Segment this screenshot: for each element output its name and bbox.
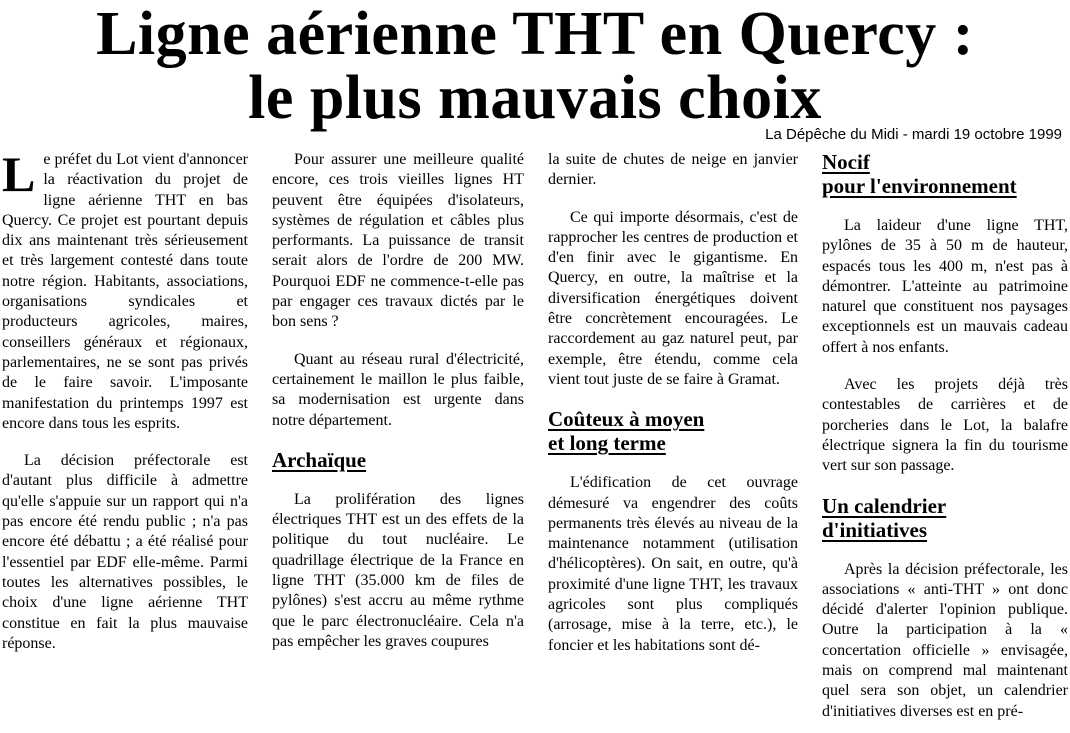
paragraph: Avec les projets déjà très contestables de carrières et de porcheries dans le Lot, la balafre électrique signera la fin du tourisme vert sur son passage. [822, 376, 1068, 475]
paragraph: Après la décision préfectorale, les associations « anti-THT » ont donc décidé d'alerter l'opinion publique. Outre la participation à la « concertation officielle » envisagée, mais on comprend mal maintenant quel sera son objet, un calendrier d'initiatives diverses est en pré- [822, 560, 1068, 720]
subheading-line: pour l'environnement [822, 174, 1017, 198]
subheading-nocif [822, 150, 1068, 198]
column-4 [822, 150, 1068, 733]
headline [0, 0, 1070, 130]
paragraph-text: e préfet du Lot vient d'annoncer la réactivation du projet de ligne aérienne THT en bas Quercy. Ce projet est pourtant depuis dix ans maintenant très sérieusement et très largement contesté dans toute notre région. Habitants, associations, organisations syndicales et producteurs agricoles, maires, conseillers généraux et régionaux, parlementaires, ne se sont pas privés de le faire savoir. L'imposante manifestation du printemps 1997 est encore dans tous les esprits. [2, 151, 248, 432]
column-1 [2, 150, 248, 733]
paragraph: L'édification de cet ouvrage démesuré va engendrer des coûts permanents très élevés au niveau de la maintenance notamment (utilisation d'hélicoptères). On sait, en outre, qu'à proximité d'une ligne THT, les travaux agricoles sont plus compliqués (arrosage, mise à la terre, etc.), le foncier et les habitations sont dé- [548, 474, 798, 654]
subheading-line: Nocif [822, 150, 870, 174]
paragraph [2, 150, 248, 434]
subheading-calendrier [822, 494, 1068, 542]
subheading-line: d'initiatives [822, 517, 928, 542]
paragraph: La laideur d'une ligne THT, pylônes de 35 à 50 m de hauteur, espacés tous les 400 m, n'est pas à démontrer. L'atteinte au patrimoine naturel que constituent nos paysages exceptionnels est un mauvais cadeau offert à nos enfants. [822, 217, 1068, 356]
subheading-archaique: Archaïque [272, 447, 367, 472]
paragraph: la suite de chutes de neige en janvier dernier. [548, 151, 798, 189]
subheading-line: Coûteux à moyen [548, 407, 705, 432]
paragraph: Pour assurer une meilleure qualité encore, ces trois vieilles lignes HT peuvent être équipées d'isolateurs, systèmes de régulation et câbles plus performants. La puissance de transit serait alors de l'ordre de 200 MW. Pourquoi EDF ne commence-t-elle pas par engager ces travaux dictés par le bon sens ? [272, 151, 524, 331]
subheading-couteux [548, 407, 798, 455]
headline-line-1: Ligne aérienne THT en Quercy : [96, 0, 974, 68]
drop-cap: L [2, 150, 36, 202]
paragraph: Quant au réseau rural d'électricité, certainement le maillon le plus faible, sa modernisation est urgente dans notre département. [272, 350, 524, 429]
paragraph: Ce qui importe désormais, c'est de rapprocher les centres de production et d'en finir avec le gigantisme. En Quercy, en outre, la maîtrise et la diversification énergétiques doivent être concrètement encouragées. Le raccordement au gaz naturel peut, par exemple, être étendu, comme cela vient tout juste de se faire à Gramat. [548, 208, 798, 388]
subheading-line: Un calendrier [822, 493, 947, 518]
subheading-line: et long terme [548, 431, 666, 456]
headline-line-2: le plus mauvais choix [248, 64, 822, 132]
paragraph: La décision préfectorale est d'autant plus difficile à admettre qu'elle s'appuie sur un rapport qui n'a pas encore été rendu public ; n'a pas encore été débattu ; a été réalisé pour l'essentiel par EDF elle-même. Parmi toutes les alternatives possibles, le choix d'une ligne aérienne THT constitue en fait la plus mauvaise réponse. [2, 452, 248, 652]
paragraph: La prolifération des lignes électriques THT est un des effets de la politique du tout nucléaire. Le quadrillage électrique de la France en ligne THT (35.000 km de files de pylônes) s'est accru au même rythme que le parc électronucléaire. Cela n'a pas empêcher les graves coupures [272, 490, 524, 650]
column-2 [272, 150, 524, 733]
column-3 [548, 150, 798, 733]
source-line: La Dépêche du Midi - mardi 19 octobre 1999 [765, 126, 1062, 143]
